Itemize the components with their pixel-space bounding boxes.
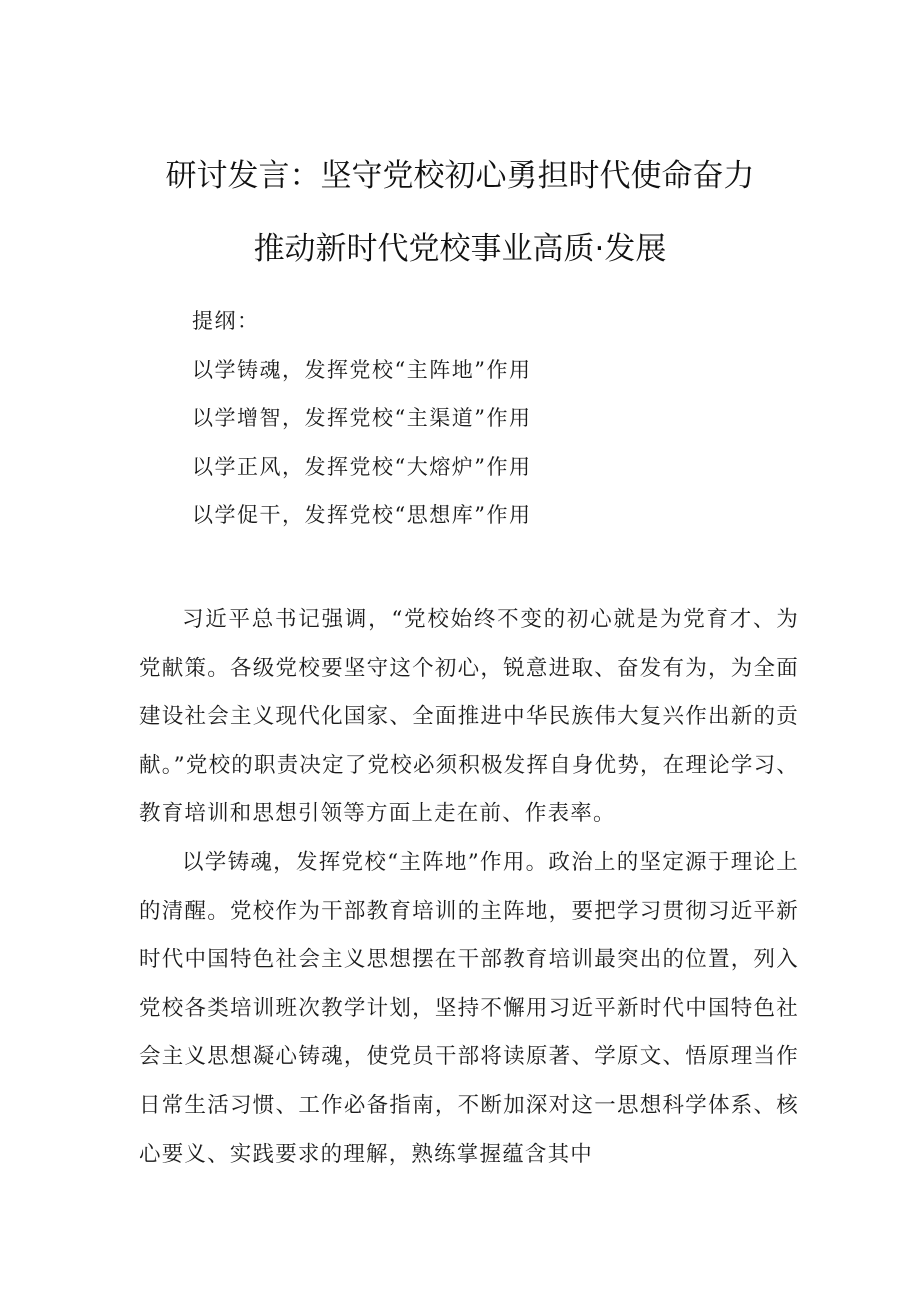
outline-item: 以学促干，发挥党校“思想库”作用	[192, 503, 532, 527]
outline-item: 以学增智，发挥党校“主渠道”作用	[192, 406, 532, 430]
outline-item: 以学正风，发挥党校“大熔炉”作用	[192, 454, 532, 479]
body-text	[139, 596, 799, 1179]
body-paragraph: 以学铸魂，发挥党校“主阵地”作用。政治上的坚定源于理论上的清醒。党校作为干部教育培训的主阵地，要把学习贯彻习近平新时代中国特色社会主义思想摆在干部教育培训最突出的位置，列入党校各类培训班次教学计划，坚持不懈用习近平新时代中国特色社会主义思想凝心铸魂，使党员干部将读原著、学原文、悟原理当作日常生活习惯、工作必备指南，不断加深对这一思想科学体系、核心要义、实践要求的理解，熟练掌握蕴含其中	[139, 849, 799, 1167]
body-paragraph: 习近平总书记强调，“党校始终不变的初心就是为党育才、为党献策。各级党校要坚守这个初心，锐意进取、奋发有为，为全面建设社会主义现代化国家、全面推进中华民族伟大复兴作出新的贡献。”党校的职责决定了党校必须积极发挥自身优势，在理论学习、教育培训和思想引领等方面上走在前、作表率。	[139, 607, 799, 827]
outline-item: 以学铸魂，发挥党校“主阵地”作用	[192, 357, 532, 382]
outline-label: 提纲：	[192, 309, 260, 333]
document-title-line-1: 研讨发言：坚守党校初心勇担时代使命奋力	[165, 158, 755, 194]
document-title-line-2: 推动新时代党校事业高质·发展	[253, 231, 667, 267]
outline-section	[192, 306, 531, 549]
